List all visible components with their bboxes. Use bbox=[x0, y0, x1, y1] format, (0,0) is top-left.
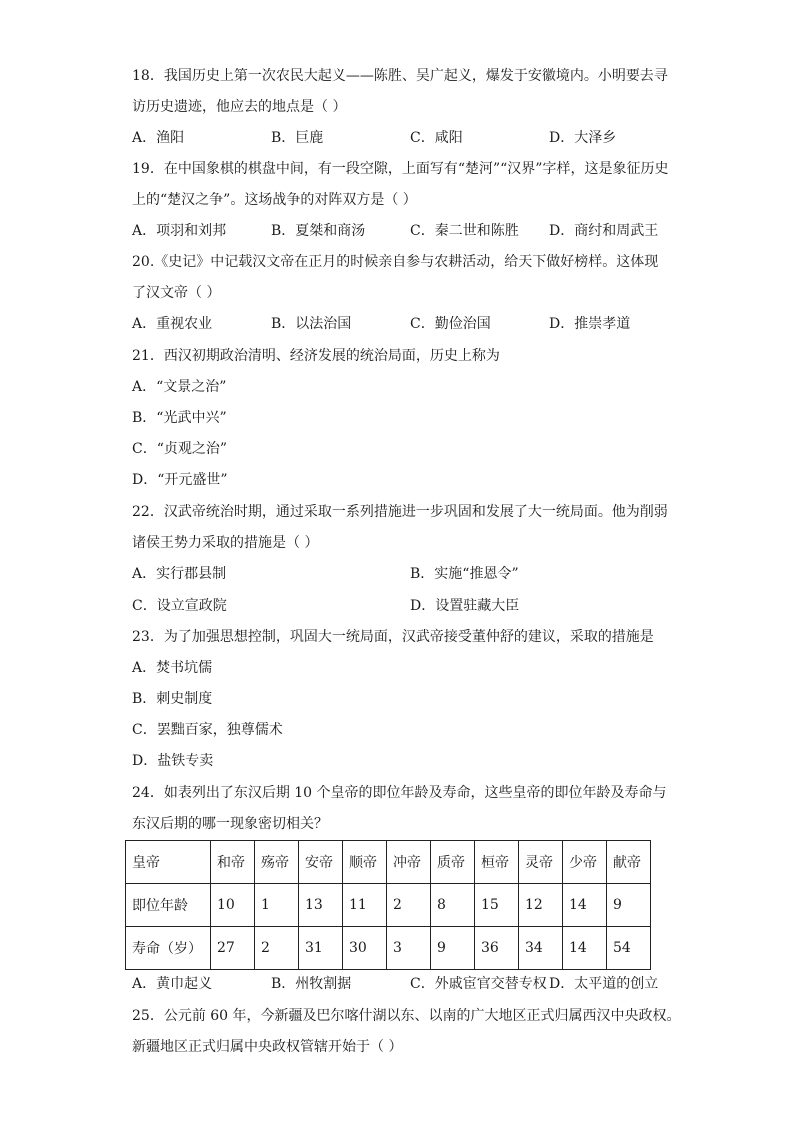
table-cell: 13 bbox=[299, 884, 343, 927]
q21-option-b[interactable]: B．“光武中兴” bbox=[132, 410, 227, 426]
q22-option-b[interactable]: B．实施“推恩令” bbox=[410, 566, 519, 582]
table-row-accession-age bbox=[126, 884, 651, 927]
table-cell: 少帝 bbox=[563, 841, 607, 884]
question-20-text-cont: 了汉文帝（ ） bbox=[132, 285, 221, 301]
table-cell: 和帝 bbox=[211, 841, 255, 884]
q18-option-a[interactable]: A．渔阳 bbox=[132, 130, 185, 146]
table-cell: 9 bbox=[607, 884, 651, 927]
q23-option-b[interactable]: B．刺史制度 bbox=[132, 691, 213, 707]
q24-option-b[interactable]: B．州牧割据 bbox=[271, 976, 352, 992]
q20-option-a[interactable]: A．重视农业 bbox=[132, 316, 213, 332]
table-cell: 31 bbox=[299, 927, 343, 970]
table-cell: 皇帝 bbox=[126, 841, 211, 884]
table-cell: 献帝 bbox=[607, 841, 651, 884]
q24-option-c[interactable]: C．外戚宦官交替专权 bbox=[410, 976, 547, 992]
table-cell: 36 bbox=[475, 927, 519, 970]
q21-option-a[interactable]: A．“文景之治” bbox=[132, 379, 227, 395]
q23-option-c[interactable]: C．罢黜百家，独尊儒术 bbox=[132, 722, 283, 738]
q19-option-b[interactable]: B．夏桀和商汤 bbox=[271, 223, 366, 239]
question-22-text-cont: 诸侯王势力采取的措施是（ ） bbox=[132, 535, 319, 551]
q20-option-b[interactable]: B．以法治国 bbox=[271, 316, 352, 332]
q22-option-a[interactable]: A．实行郡县制 bbox=[132, 566, 227, 582]
table-cell: 14 bbox=[563, 884, 607, 927]
table-cell: 10 bbox=[211, 884, 255, 927]
question-25-text-cont: 新疆地区正式归属中央政权管辖开始于（ ） bbox=[132, 1039, 403, 1055]
table-cell: 9 bbox=[431, 927, 475, 970]
question-24-text-cont: 东汉后期的哪一现象密切相关？ bbox=[132, 816, 328, 832]
q18-option-d[interactable]: D．大泽乡 bbox=[549, 130, 617, 146]
question-23-text: 23．为了加强思想控制，巩固大一统局面，汉武帝接受董仲舒的建议，采取的措施是 bbox=[132, 629, 654, 645]
question-24-text: 24．如表列出了东汉后期 10 个皇帝的即位年龄及寿命，这些皇帝的即位年龄及寿命与 bbox=[132, 785, 667, 801]
table-cell: 安帝 bbox=[299, 841, 343, 884]
q24-option-a[interactable]: A．黄巾起义 bbox=[132, 976, 213, 992]
table-row-emperor bbox=[126, 841, 651, 884]
table-cell: 30 bbox=[343, 927, 387, 970]
q19-option-c[interactable]: C．秦二世和陈胜 bbox=[410, 223, 519, 239]
table-cell: 54 bbox=[607, 927, 651, 970]
table-cell: 27 bbox=[211, 927, 255, 970]
q21-option-d[interactable]: D．“开元盛世” bbox=[132, 472, 228, 488]
question-25-text: 25．公元前 60 年，今新疆及巴尔喀什湖以东、以南的广大地区正式归属西汉中央政权。 bbox=[132, 1008, 681, 1024]
q22-option-d[interactable]: D．设置驻藏大臣 bbox=[410, 598, 520, 614]
table-cell: 2 bbox=[255, 927, 299, 970]
q23-option-d[interactable]: D．盐铁专卖 bbox=[132, 753, 214, 769]
question-20-text: 20.《史记》中记载汉文帝在正月的时候亲自参与农耕活动，给天下做好榜样。这体现 bbox=[132, 254, 659, 270]
q22-option-c[interactable]: C．设立宣政院 bbox=[132, 598, 227, 614]
question-19-text-cont: 上的“楚汉之争”。这场战争的对阵双方是（ ） bbox=[132, 192, 417, 208]
table-cell: 灵帝 bbox=[519, 841, 563, 884]
q24-option-d[interactable]: D．太平道的创立 bbox=[549, 976, 659, 992]
table-cell: 34 bbox=[519, 927, 563, 970]
q20-option-d[interactable]: D．推崇孝道 bbox=[549, 316, 631, 332]
question-18-text: 18．我国历史上第一次农民大起义——陈胜、吴广起义，爆发于安徽境内。小明要去寻 bbox=[132, 68, 668, 84]
table-cell: 殇帝 bbox=[255, 841, 299, 884]
question-19-text: 19．在中国象棋的棋盘中间，有一段空隙，上面写有“楚河”“汉界”字样，这是象征历史 bbox=[132, 161, 669, 177]
question-21-text: 21．西汉初期政治清明、经济发展的统治局面，历史上称为 bbox=[132, 348, 500, 364]
table-cell: 桓帝 bbox=[475, 841, 519, 884]
table-cell: 即位年龄 bbox=[126, 884, 211, 927]
table-cell: 11 bbox=[343, 884, 387, 927]
q18-option-b[interactable]: B．巨鹿 bbox=[271, 130, 324, 146]
table-cell: 1 bbox=[255, 884, 299, 927]
table-cell: 15 bbox=[475, 884, 519, 927]
q19-option-a[interactable]: A．项羽和刘邦 bbox=[132, 223, 227, 239]
table-cell: 质帝 bbox=[431, 841, 475, 884]
table-cell: 12 bbox=[519, 884, 563, 927]
table-cell: 冲帝 bbox=[387, 841, 431, 884]
emperor-table bbox=[125, 840, 651, 970]
q21-option-c[interactable]: C．“贞观之治” bbox=[132, 441, 228, 457]
table-cell: 8 bbox=[431, 884, 475, 927]
table-cell: 2 bbox=[387, 884, 431, 927]
q20-option-c[interactable]: C．勤俭治国 bbox=[410, 316, 491, 332]
table-cell: 3 bbox=[387, 927, 431, 970]
table-cell: 寿命（岁） bbox=[126, 927, 211, 970]
table-cell: 14 bbox=[563, 927, 607, 970]
q23-option-a[interactable]: A．焚书坑儒 bbox=[132, 660, 213, 676]
question-22-text: 22．汉武帝统治时期，通过采取一系列措施进一步巩固和发展了大一统局面。他为削弱 bbox=[132, 504, 668, 520]
q19-option-d[interactable]: D．商纣和周武王 bbox=[549, 223, 659, 239]
table-cell: 顺帝 bbox=[343, 841, 387, 884]
table-row-lifespan bbox=[126, 927, 651, 970]
question-18-text-cont: 访历史遗迹，他应去的地点是（ ） bbox=[132, 99, 347, 115]
q18-option-c[interactable]: C．咸阳 bbox=[410, 130, 463, 146]
